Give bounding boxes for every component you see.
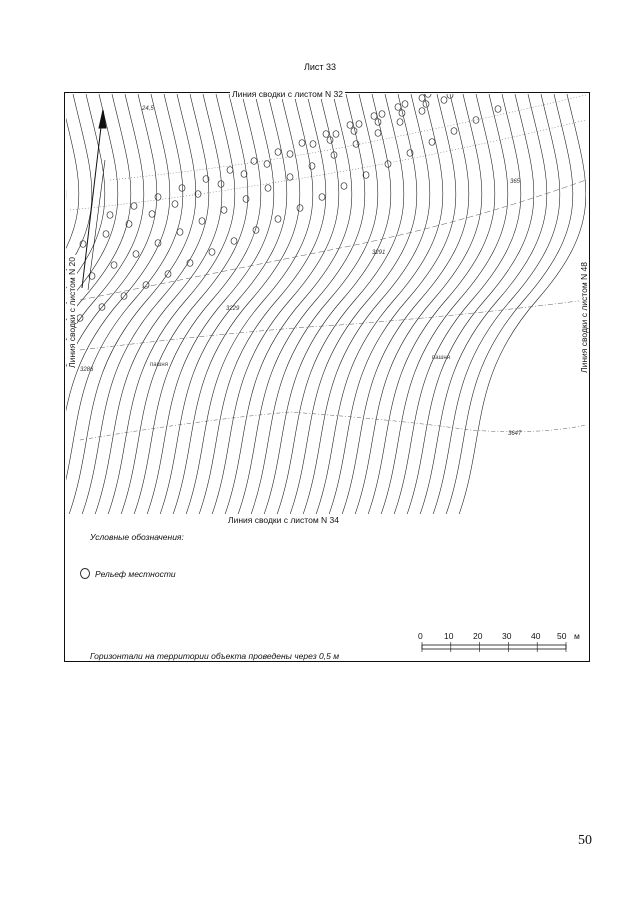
scale-tick-label: 40 <box>531 631 541 641</box>
elevation-label: 3229 <box>226 306 240 312</box>
sheet-title: Лист 33 <box>303 62 337 72</box>
elevation-label: 24,5 <box>142 106 154 112</box>
contour-line <box>0 94 40 520</box>
legend-item-label: Рельеф местности <box>95 568 176 579</box>
contour-line <box>0 94 66 520</box>
contour-interval-note: Горизонтали на территории объекта проведены через 0,5 м <box>90 651 340 661</box>
relief-circle <box>471 83 477 90</box>
legend-item <box>80 568 176 579</box>
elevation-label: 3647 <box>508 431 522 437</box>
page-number: 50 <box>578 833 592 848</box>
land-label: пашня <box>432 355 450 361</box>
scale-tick-label: 20 <box>473 631 483 641</box>
scale-tick-label: 10 <box>444 631 454 641</box>
contour-line <box>0 94 14 520</box>
relief-circle <box>448 81 454 88</box>
relief-circle <box>467 77 473 84</box>
edge-label-bottom: Линия сводки с листом N 34 <box>228 515 339 525</box>
edge-label-right: Линия сводки с листом N 48 <box>579 262 589 373</box>
contour-line <box>0 94 53 520</box>
scale-tick-label: 30 <box>502 631 512 641</box>
contour-line <box>0 94 1 520</box>
scale-unit: м <box>574 631 580 641</box>
elevation-label: 3286 <box>80 367 94 373</box>
relief-circle-icon <box>80 568 90 579</box>
relief-circle <box>495 74 501 81</box>
relief-circle <box>519 65 525 72</box>
elevation-label: 365 <box>510 179 521 185</box>
scale-tick-label: 50 <box>557 631 567 641</box>
relief-circle <box>485 75 491 82</box>
elevation-label: 3291 <box>372 250 386 256</box>
contour-line <box>0 94 27 520</box>
legend-title: Условные обозначения: <box>90 532 184 542</box>
land-label: пашня <box>150 362 168 368</box>
relief-circle <box>471 71 477 78</box>
edge-label-left: Линия сводки с листом N 20 <box>67 257 77 368</box>
scale-tick-label: 0 <box>418 631 423 641</box>
edge-label-top: Линия сводки с листом N 32 <box>232 89 343 99</box>
